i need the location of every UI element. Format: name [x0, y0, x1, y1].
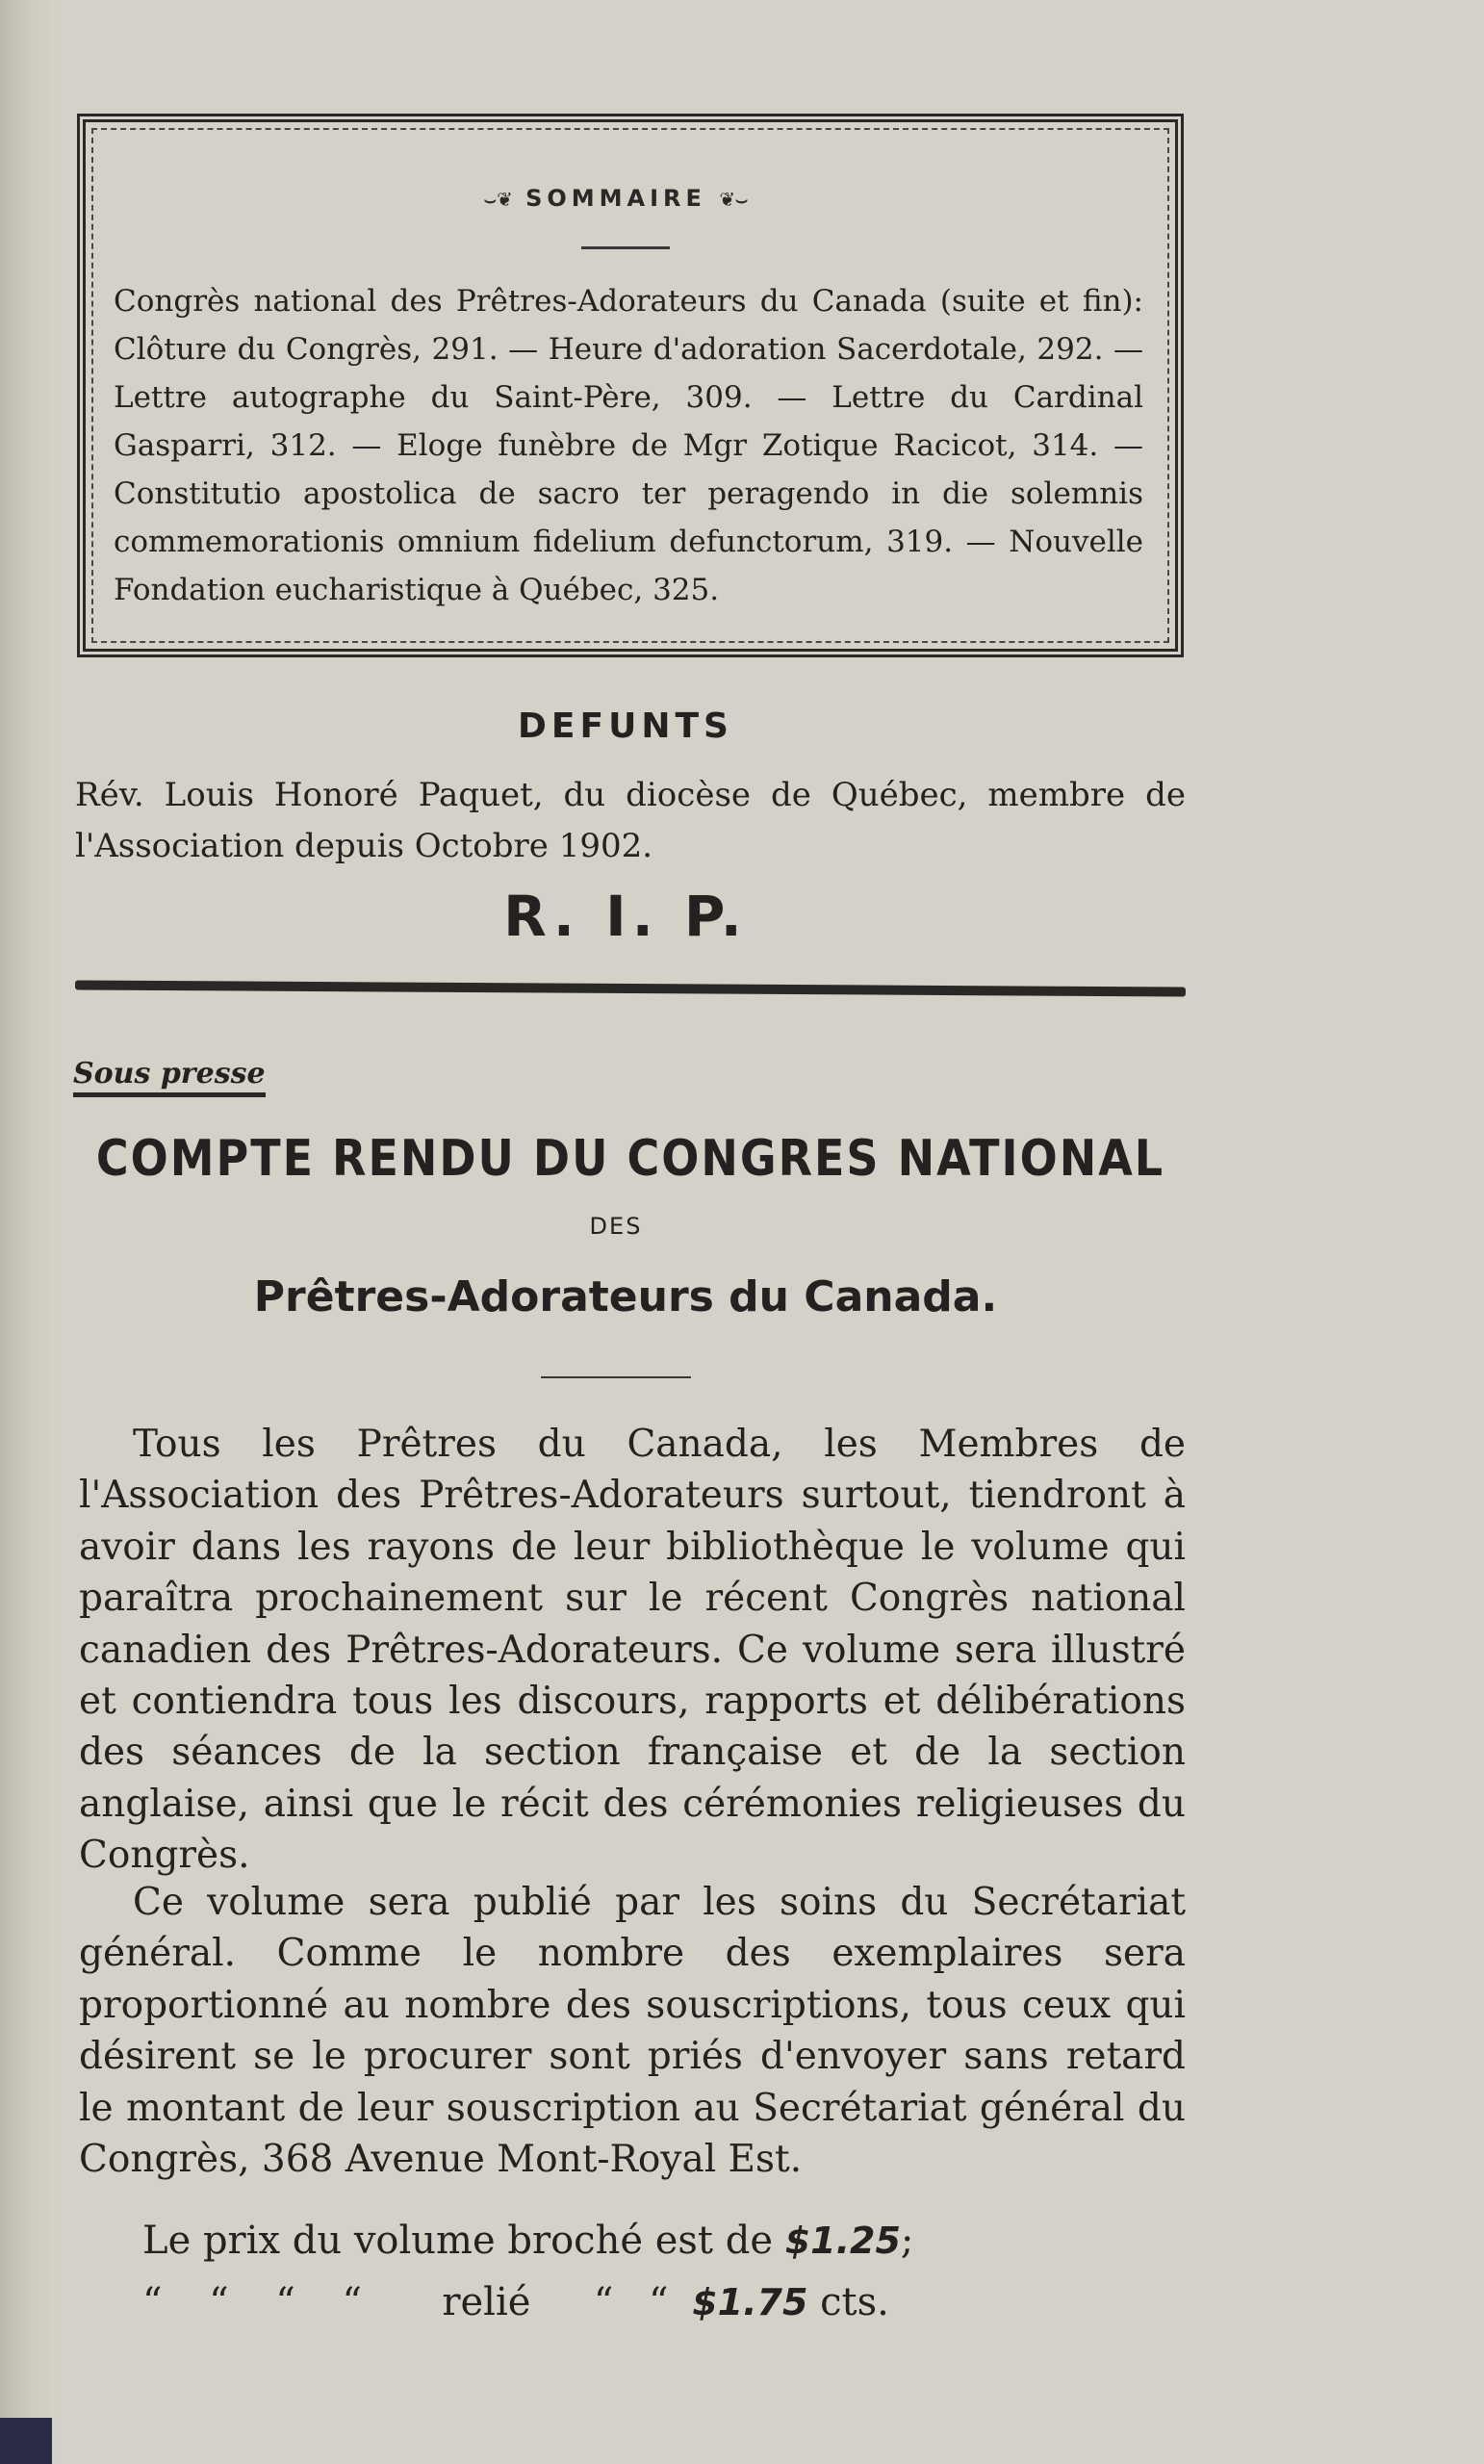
sommaire-contents: Congrès national des Prêtres-Adorateurs du Canada (suite et fin): Clôture du Congrès, 291. — Heure d'adoration Sacerdotale, 292. — Lettre autographe du Saint-Père, 309. — Lettre du Cardinal Gasparri, 312. — Eloge funèbre de Mgr Zotique Racicot, 314. — Constitutio apostolica de sacro ter peragendo in die solemnis commemorationis omnium fidelium defunctorum, 319. — Nouvelle Fondation eucharistique à Québec, 325.: [114, 284, 1143, 607]
sommaire-heading: [346, 185, 885, 212]
page-binding-shadow: [0, 0, 56, 2464]
announcement-paragraph-2: Ce volume sera publié par les soins du Secrétariat général. Comme le nombre des exemplaires sera proportionné au nombre des souscriptions, tous ceux qui désirent se le procurer sont priés d'envoyer sans retard le montant de leur souscription au Secrétariat général du Congrès, 368 Avenue Mont-Royal Est.: [79, 1881, 1186, 2182]
price-line-broche: [142, 2214, 913, 2268]
sommaire-divider: [581, 246, 670, 249]
price-relie-label: relié: [442, 2280, 531, 2324]
price-relie-amount: $1.75: [692, 2281, 808, 2323]
announcement-des: DES: [589, 1213, 643, 1240]
price-broche-end: ;: [900, 2219, 914, 2263]
rip-text: R. I. P.: [503, 884, 748, 949]
announcement-subtitle: Prêtres-Adorateurs du Canada.: [253, 1272, 998, 1322]
book-spine-edge: [0, 2418, 52, 2464]
announcement-paragraph-1: Tous les Prêtres du Canada, les Membres de l'Association des Prêtres-Adorateurs surtout, tiendront à avoir dans les rayons de leur bibliothèque le volume qui paraîtra prochainement sur le récent Congrès national canadien des Prêtres-Adorateurs. Ce volume sera illustré et contiendra tous les discours, rapports et délibérations des séances de la section française et de la section anglaise, ainsi que le récit des cérémonies religieuses du Congrès.: [79, 1423, 1186, 1878]
price-broche-label: Le prix du volume broché est de: [142, 2219, 773, 2263]
sommaire-title-text: SOMMAIRE: [525, 185, 706, 212]
defunts-notice: Rév. Louis Honoré Paquet, du diocèse de Québec, membre de l'Association depuis Octobre 1902.: [75, 776, 1186, 865]
announcement-divider: [541, 1376, 691, 1378]
price-line-relie: [142, 2275, 889, 2329]
section-divider: [75, 980, 1186, 996]
price-relie-ditto-2: “ “: [593, 2280, 680, 2324]
price-broche-amount: $1.25: [784, 2220, 901, 2262]
ornament-right-icon: ❦⌣: [719, 188, 749, 211]
ornament-left-icon: ⌣❦: [483, 188, 513, 211]
price-relie-ditto: “ “ “ “: [142, 2280, 379, 2324]
price-relie-end: cts.: [820, 2280, 889, 2324]
sous-presse-tag: Sous presse: [73, 1057, 266, 1097]
announcement-title: COMPTE RENDU DU CONGRES NATIONAL: [95, 1128, 1165, 1188]
defunts-heading: DEFUNTS: [518, 706, 733, 746]
